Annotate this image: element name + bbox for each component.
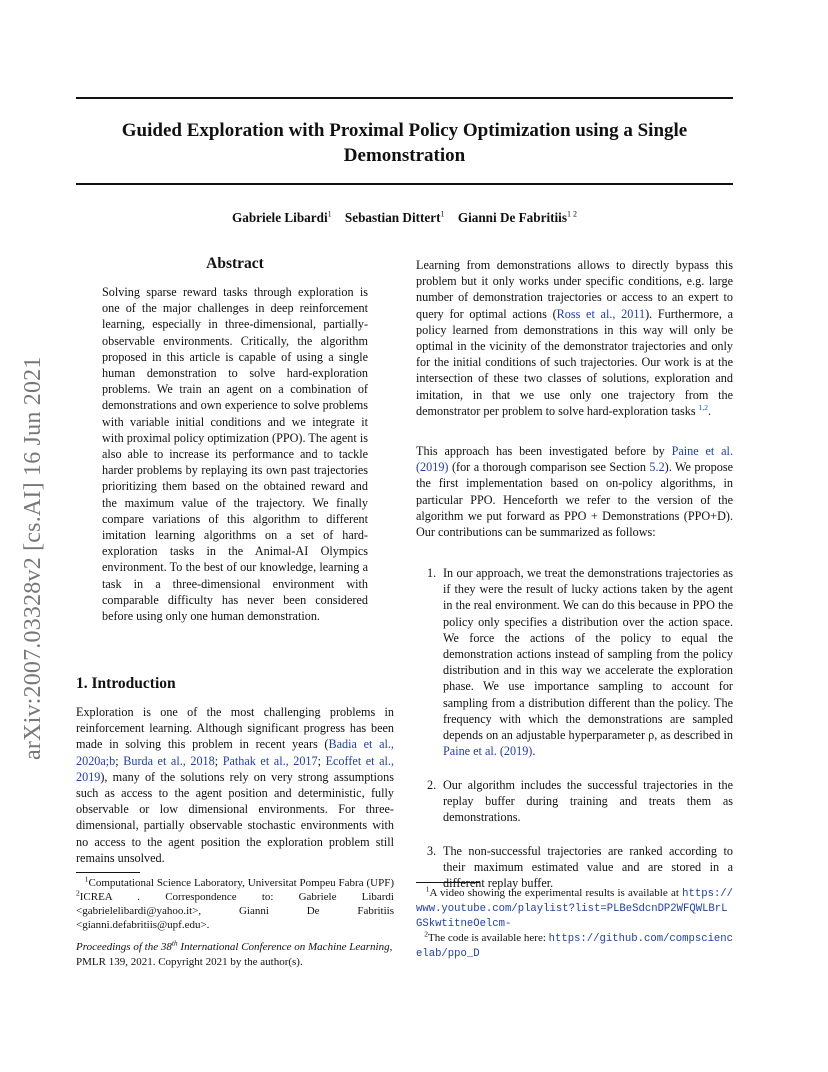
footnotes-right [416,886,733,961]
footnote-text: Computational Science Laboratory, Universitat Pompeu Fabra (UPF) [88,877,394,889]
citation-link[interactable]: Pathak et al., 2017 [222,753,318,768]
author-name: Sebastian Dittert [344,210,441,225]
footnote-mark: 1 [84,874,89,884]
citation-link[interactable]: Badia et al., 2020a;b [76,737,394,768]
citation-separator: ; [115,753,124,768]
footnote-mark: 2 [424,929,428,939]
footnote-2 [416,931,733,961]
footnote-mark: 2 [76,888,80,898]
footnote-text: A video showing the experimental results is available at [429,887,683,899]
list-text: In our approach, we treat the demonstrations trajectories as if they were the result of lucky actions taken by the agent in the real environment. We can do this because in PPO the policy only specifies a distribution over the action space. We force the actions of the policy to equal the demonstration actions instead of sampling from the policy distribution and in this way we accelerate the exploration phase. We use importance sampling to account for sampling from a distribution different than the policy. The frequency with which the demonstrations are sampled depends on an adjustable hyperparameter ρ, as described in [443,566,733,743]
author-list [76,210,733,226]
citation-link[interactable]: Burda et al., 2018 [123,753,215,768]
author-affiliation: 1 2 [566,209,577,219]
right-paragraph-2 [416,443,733,540]
right-paragraph-1 [416,257,733,419]
list-text: . [532,744,536,759]
list-number: 2. [427,778,437,792]
contribution-item-2 [416,777,733,826]
footnote-ref-link[interactable]: 1,2 [698,402,708,412]
author-name: Gianni De Fabritiis [457,210,567,225]
intro-paragraph [76,704,394,866]
footnote-rule [76,872,140,873]
title-top-rule [76,97,733,99]
citation-separator: ; [214,753,223,768]
contribution-item-1 [416,565,733,759]
footnote-1 [416,886,733,931]
footnote-rule [416,882,480,883]
list-number: 3. [427,844,437,858]
intro-text: ), many of the solutions rely on very strong assumptions such as access to the agent position and deterministic, fully observable or low dimensional environments. For three-dimensional, partially observable stochastic environments with no access to the agent position the exploration problem still remains unsolved. [76,769,394,865]
author-affiliation: 1 [440,209,445,219]
body-text: Learning from demonstrations allows to directly bypass this problem but it only works under specific conditions, e.g. large number of demonstration trajectories or access to an expert to query for optimal actions ( [416,258,733,321]
title-bottom-rule [76,183,733,185]
footnote-text: The code is available here: [428,932,549,944]
contribution-item-3 [416,843,733,892]
body-text: . [708,403,712,418]
proceedings-italic: Proceedings of the 38 [76,941,172,953]
footnote-mark: 1 [425,884,430,894]
affiliation-footnote [76,876,394,932]
intro-text: Exploration is one of the most challenging problems in reinforcement learning. Although significant progress has been made in solving this problem in recent years ( [76,705,394,752]
proceedings-text: , PMLR 139, 2021. Copyright 2021 by the author(s). [76,941,393,968]
footnote-text: ICREA . Correspondence to: Gabriele Libardi <gabrielelibardi@yahoo.it>, Gianni De Fabritiis <gianni.defabritiis@upf.edu>. [76,891,394,931]
citation-link[interactable]: Paine et al. (2019) [443,744,533,759]
proceedings-sup: th [171,938,178,948]
proceedings-note [76,940,394,970]
citation-link[interactable]: Ross et al., 2011 [556,306,646,321]
section-heading-introduction: 1. Introduction [76,675,176,692]
list-number: 1. [427,566,437,580]
paper-title [76,118,733,168]
proceedings-italic: International Conference on Machine Learning [177,941,390,953]
body-text: ). We propose the first implementation based on on-policy algorithms, in particular PPO. Henceforth we refer to the version of the algorithm we put forward as PPO + Demonstrations (PPO+D). Our contributions can be summarized as follows: [416,460,733,540]
code-url-link[interactable]: https://github.com/compsciencelab/ppo_D [416,933,734,960]
section-ref-link[interactable]: 5.2 [649,460,665,475]
body-text: This approach has been investigated before by [416,444,672,458]
abstract-text: Solving sparse reward tasks through exploration is one of the major challenges in deep reinforcement learning, especially in three-dimensional, partially-observable environments. Critically, the algorithm proposed in this article is capable of using a single human demonstration to solve hard-exploration problems. We train an agent on a combination of demonstrations and own experience to solve problems with variable initial conditions and we integrate it with proximal policy optimization (PPO). The agent is also able to increase its performance and to tackle harder problems by replaying its own past trajectories prioritizing them based on the obtained reward and the maximum value of the trajectory. We finally compare variations of this algorithm to different imitation learning algorithms on a set of hard-exploration tasks in the Animal-AI Olympics environment. To the best of our knowledge, learning a task in a three-dimensional environment with comparable difficulty has never been considered before using only one human demonstration. [102,285,368,624]
citation-link[interactable]: Ecoffet et al., 2019 [76,753,395,784]
author-name: Gabriele Libardi [232,210,328,225]
citation-link[interactable]: Paine et al. (2019) [416,444,733,475]
body-text: (for a thorough comparison see Section [448,460,650,475]
author-affiliation: 1 [327,209,332,219]
list-text: The non-successful trajectories are ranked according to their maximum estimated value and are stored in a different replay buffer. [443,844,733,891]
list-text: Our algorithm includes the successful trajectories in the replay buffer during training and treats them as demonstrations. [443,778,733,825]
abstract-heading: Abstract [206,255,264,272]
title-line-2: Demonstration [343,145,466,166]
video-url-link[interactable]: https://www.youtube.com/playlist?list=PLBeSdcnDP2WFQWLBrLGSkwtitneOelcm- [416,888,734,930]
title-line-1: Guided Exploration with Proximal Policy Optimization using a Single [121,120,688,141]
citation-separator: ; [317,753,326,768]
arxiv-stamp: arXiv:2007.03328v2 [cs.AI] 16 Jun 2021 [20,356,46,760]
body-text: ). Furthermore, a policy learned from demonstrations in this way will only be optimal in the vicinity of the demonstrator trajectories and only for the initial conditions of such trajectories. Our work is at the intersection of these two classes of solutions, exploration and imitation, in that we use only one trajectory from the demonstrator per problem to solve hard-exploration tasks [416,306,733,418]
